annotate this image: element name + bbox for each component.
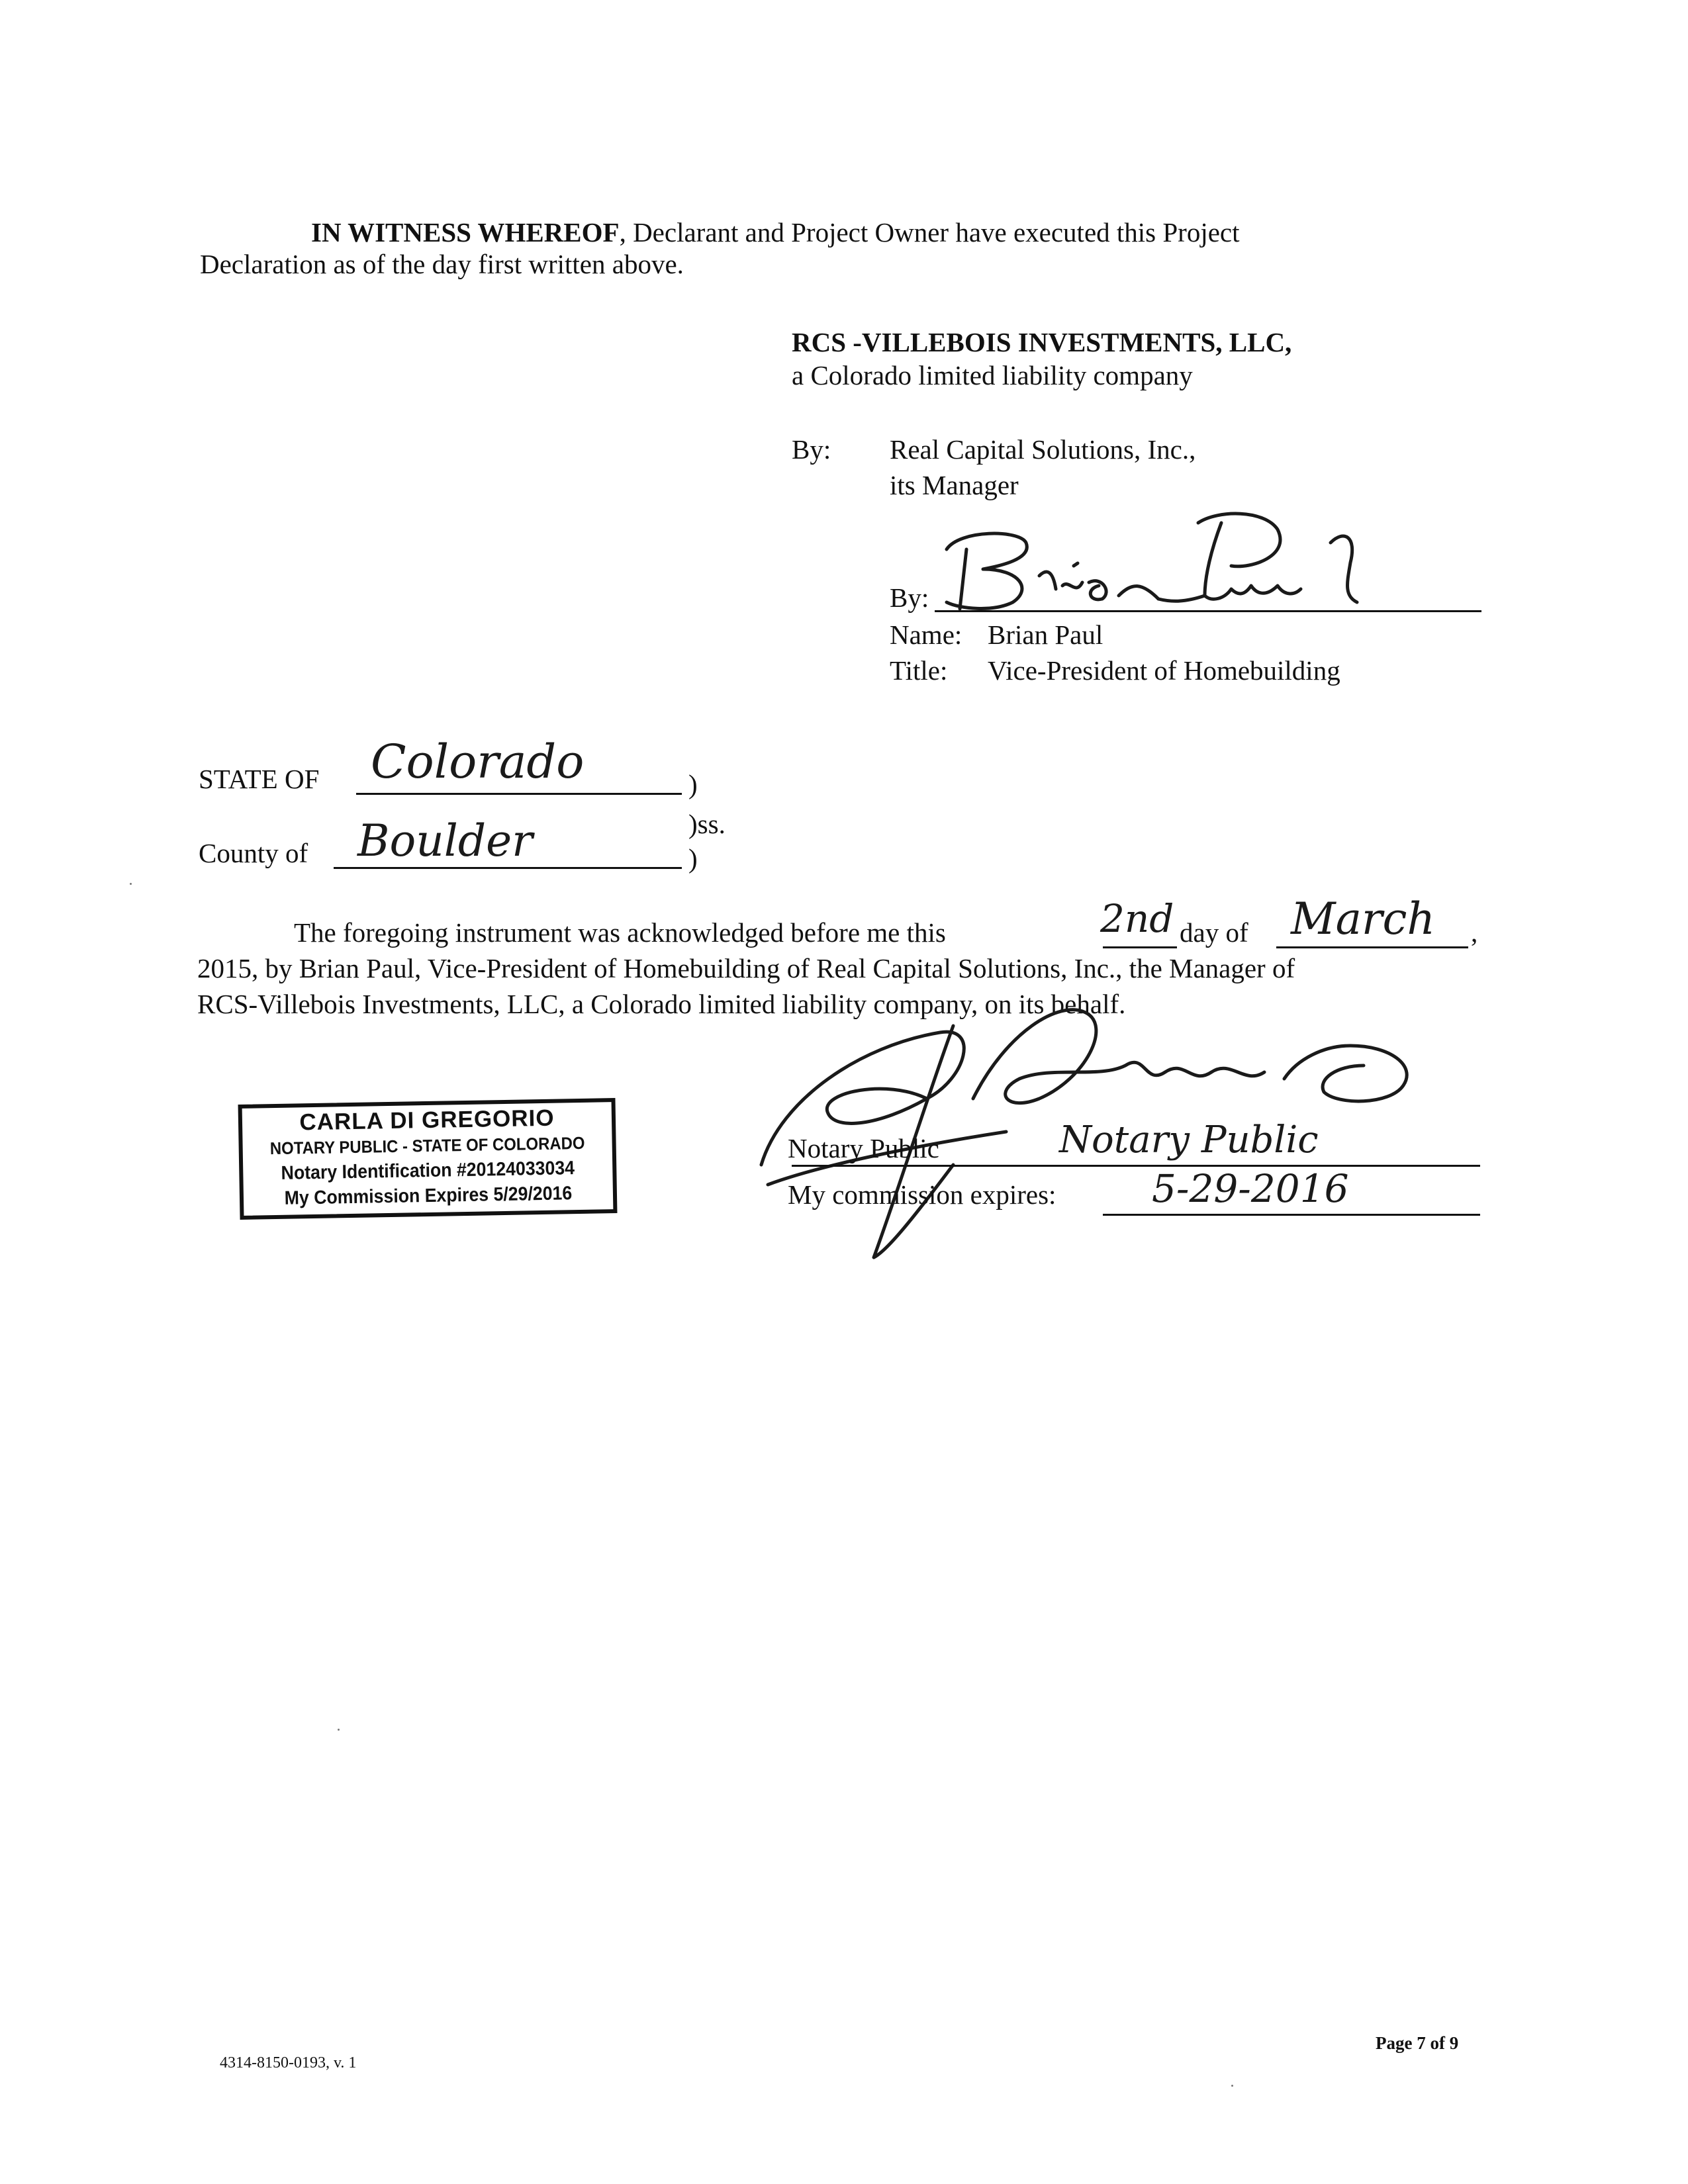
document-id: 4314-8150-0193, v. 1 [220, 2054, 357, 2071]
commission-value: 5-29-2016 [1152, 1166, 1349, 1211]
day-line [1103, 946, 1177, 948]
witness-lead: IN WITNESS WHEREOF [311, 217, 620, 248]
witness-line-1-rest: , Declarant and Project Owner have executed this Project [619, 217, 1240, 248]
stamp-line-3: Notary Identification #20124033034 [281, 1158, 575, 1184]
county-line [334, 867, 682, 869]
ss-label: )ss. [688, 809, 726, 839]
manager-name: Real Capital Solutions, Inc., [890, 434, 1196, 465]
county-paren: ) [688, 843, 698, 874]
signature-brian-paul [920, 503, 1423, 622]
day-value: 2nd [1100, 896, 1174, 941]
stamp-name: CARLA DI GREGORIO [299, 1105, 555, 1136]
commission-label: My commission expires: [788, 1179, 1056, 1210]
ack-line-3: RCS-Villebois Investments, LLC, a Colorado limited liability company, on its behalf. [197, 989, 1126, 1019]
scan-speck [1231, 2085, 1233, 2087]
state-paren: ) [688, 769, 698, 799]
notary-stamp [238, 1098, 618, 1220]
ack-line-2: 2015, by Brian Paul, Vice-President of Homebuilding of Real Capital Solutions, Inc., the Manager of [197, 953, 1295, 983]
name-value: Brian Paul [988, 619, 1103, 650]
title-label: Title: [890, 655, 948, 686]
entity-name: RCS -VILLEBOIS INVESTMENTS, LLC, [792, 327, 1292, 357]
state-label: STATE OF [199, 764, 320, 794]
page-number: Page 7 of 9 [1376, 2033, 1459, 2053]
name-label: Name: [890, 619, 962, 650]
stamp-line-2: NOTARY PUBLIC - STATE OF COLORADO [269, 1132, 585, 1159]
notary-public-label: Notary Public [788, 1133, 939, 1163]
by-label-2: By: [890, 582, 929, 613]
commission-line [1103, 1214, 1480, 1216]
by-label: By: [792, 434, 831, 465]
stamp-line-4: My Commission Expires 5/29/2016 [284, 1183, 573, 1209]
title-value: Vice-President of Homebuilding [988, 655, 1340, 686]
notary-public-value: Notary Public [1059, 1118, 1319, 1161]
state-line [356, 793, 682, 795]
state-value: Colorado [371, 735, 585, 789]
ack-line-1-b: day of [1180, 917, 1248, 948]
witness-line-1 [311, 214, 1240, 250]
month-line [1276, 946, 1468, 948]
witness-line-2: Declaration as of the day first written above. [200, 249, 684, 279]
entity-description: a Colorado limited liability company [792, 360, 1193, 390]
county-label: County of [199, 838, 308, 868]
ack-comma: , [1471, 917, 1478, 948]
month-value: March [1291, 893, 1435, 944]
ack-line-1-a: The foregoing instrument was acknowledged before me this [294, 917, 946, 948]
scan-speck [338, 1729, 340, 1731]
scan-speck [130, 883, 132, 885]
county-value: Boulder [357, 815, 533, 866]
manager-role: its Manager [890, 470, 1019, 500]
